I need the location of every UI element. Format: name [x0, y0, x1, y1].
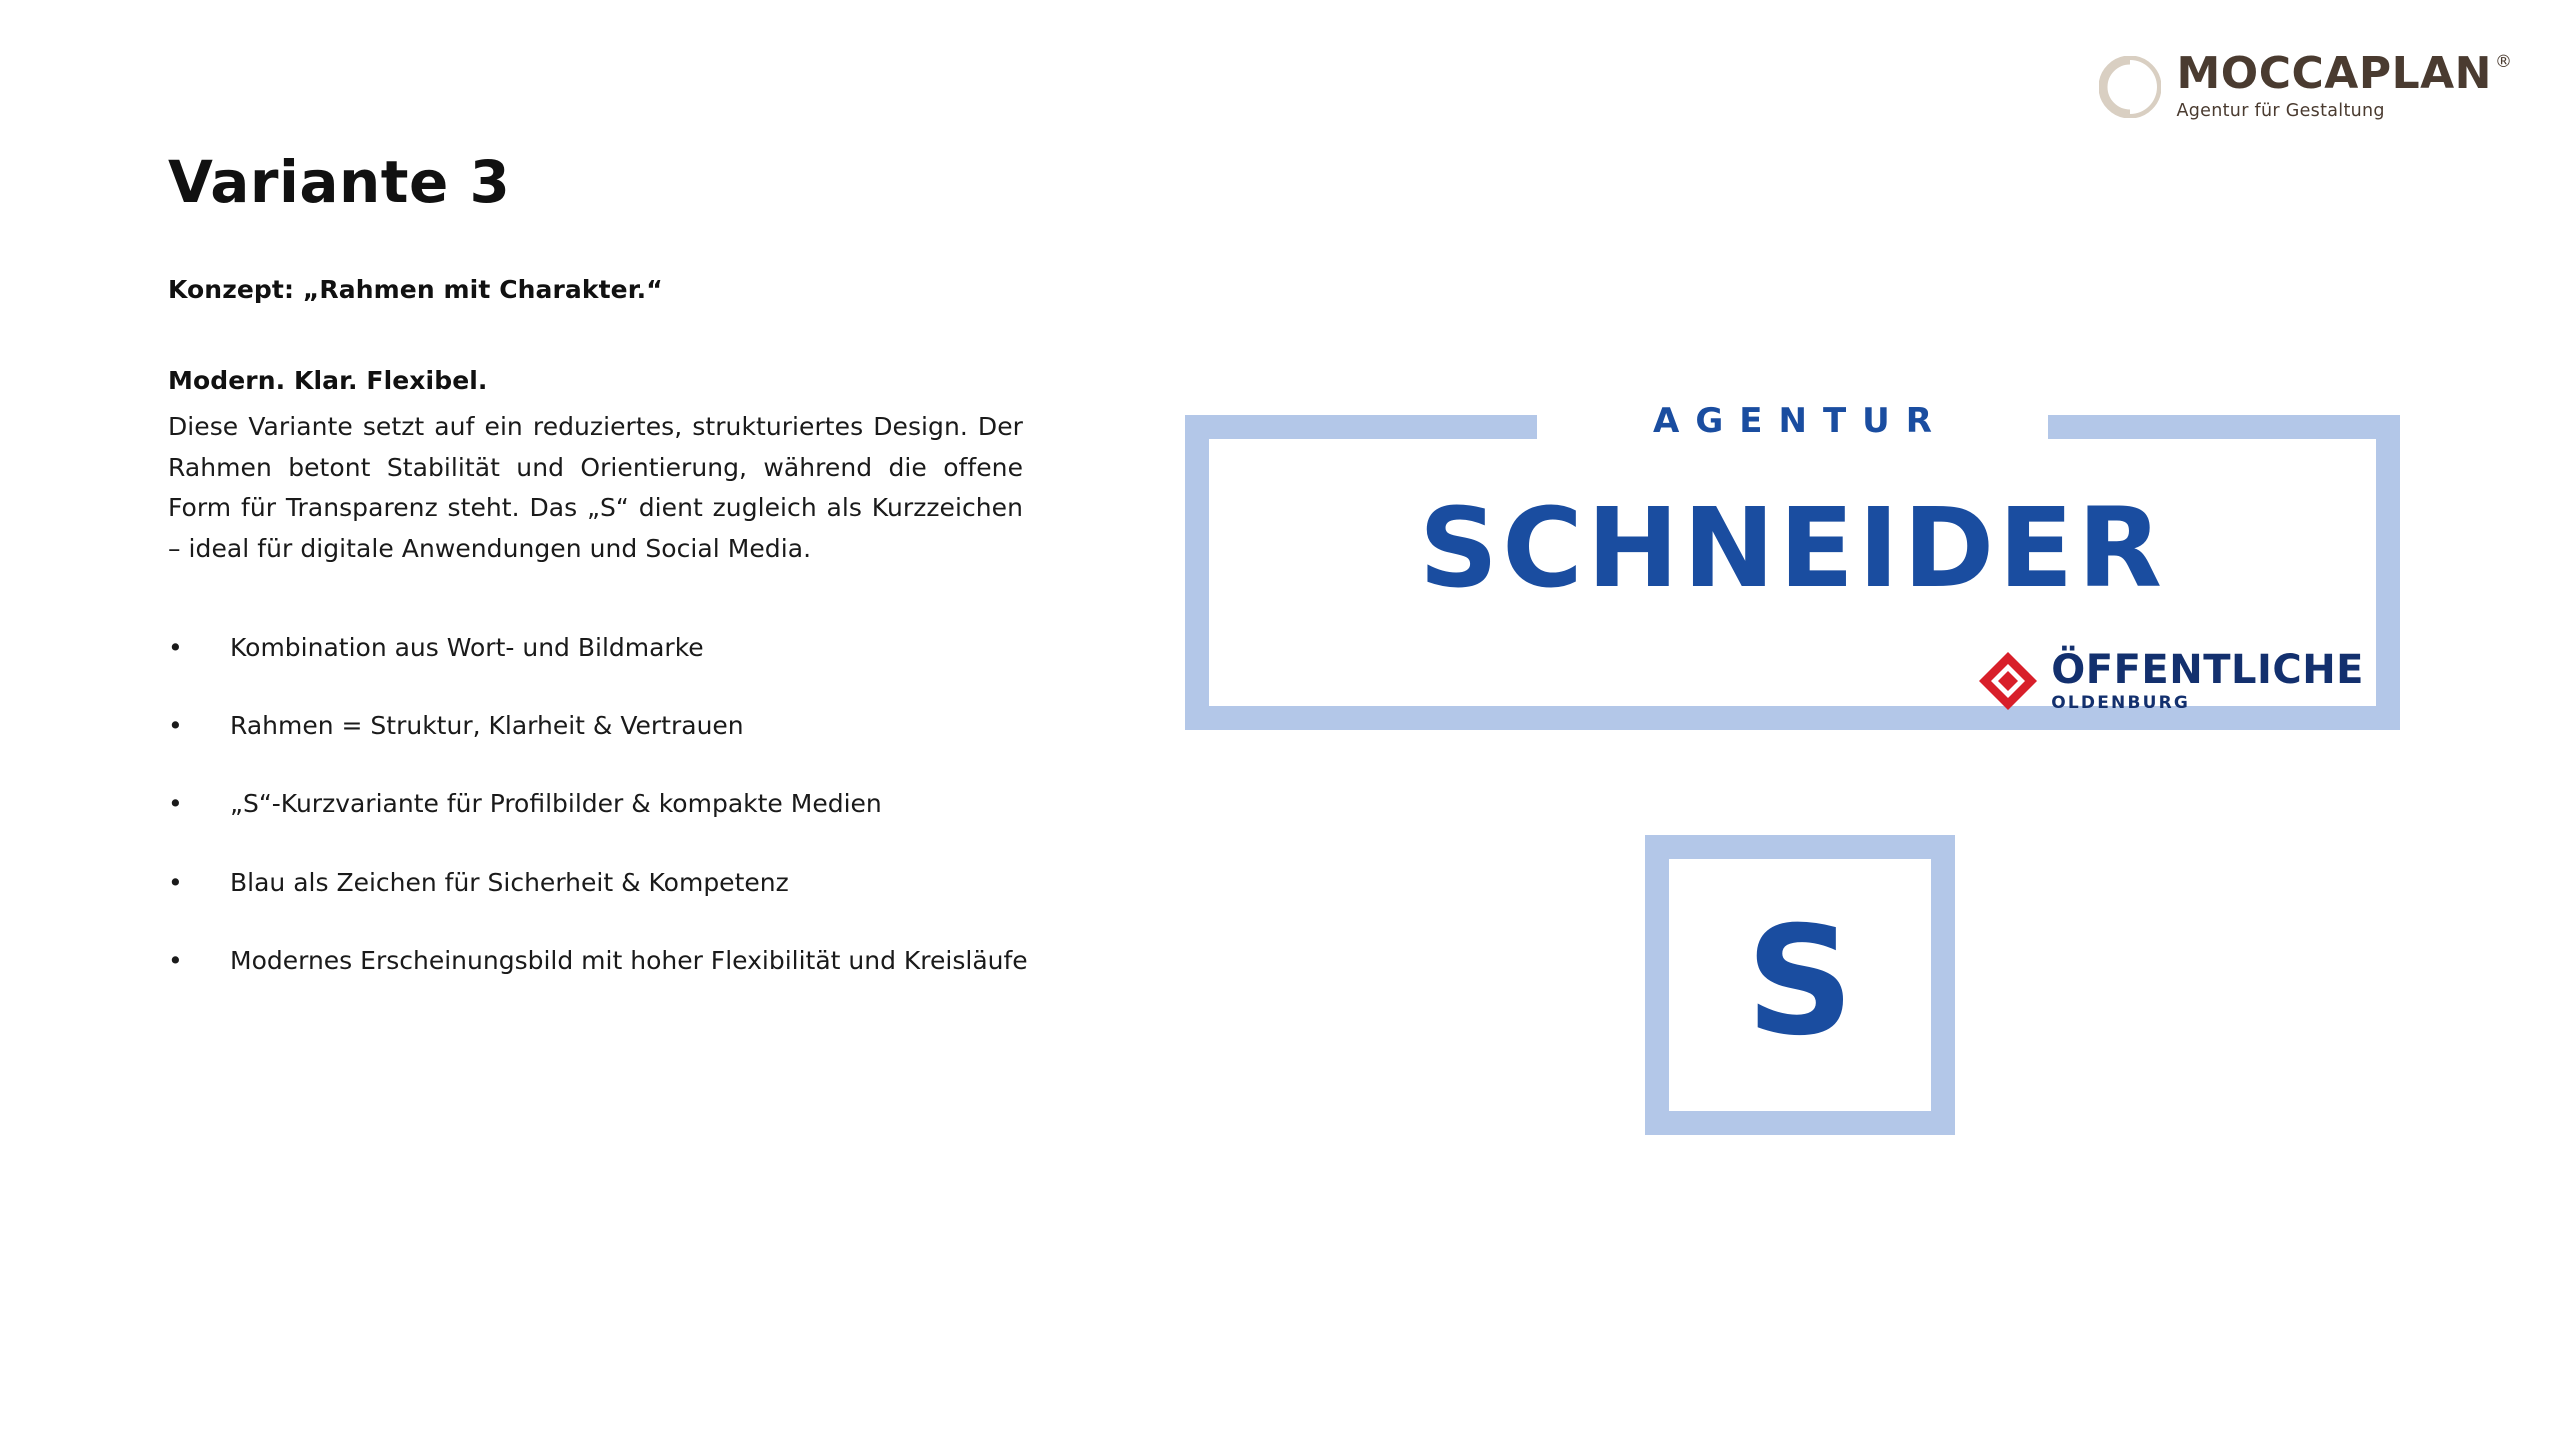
moccaplan-c-mark-icon — [2099, 56, 2161, 118]
oeffentliche-text-block — [2051, 647, 2364, 713]
list-item-label: Blau als Zeichen für Sicherheit & Kompetenz — [230, 867, 789, 897]
concept-line: Konzept: „Rahmen mit Charakter.“ — [168, 274, 663, 304]
oeffentliche-name: ÖFFENTLICHE — [2051, 647, 2364, 693]
logo-artboard — [1185, 401, 2425, 1069]
bullet-marker-icon: • — [168, 945, 183, 975]
list-item — [168, 865, 1058, 901]
oeffentliche-location: OLDENBURG — [2051, 693, 2191, 713]
oeffentliche-sub-brand — [1977, 647, 2364, 713]
bullet-marker-icon: • — [168, 711, 183, 741]
list-item — [168, 630, 1058, 666]
frame-top-right-bar — [2048, 415, 2400, 439]
logo-agentur-word: AGENTUR — [1653, 401, 1948, 441]
brand-name-row — [2176, 48, 2513, 99]
list-item — [168, 786, 1058, 822]
registered-mark: ® — [2495, 52, 2512, 72]
short-mark-letter: S — [1745, 895, 1855, 1069]
lead-line: Modern. Klar. Flexibel. — [168, 365, 488, 395]
description-paragraph: Diese Variante setzt auf ein reduziertes, strukturiertes Design. Der Rahmen betont Stabilität und Orientierung, während die offene Form für Transparenz steht. Das „S“ dient zugleich als Kurzzeichen – ideal für digitale Anwendungen und Social Media. — [168, 411, 1023, 564]
oeffentliche-diamond-icon — [1977, 650, 2039, 712]
content-column — [168, 148, 1058, 979]
short-mark-badge — [1645, 835, 1955, 1135]
brand-tagline: Agentur für Gestaltung — [2176, 101, 2385, 121]
list-item — [168, 708, 1058, 744]
list-item-label: Rahmen = Struktur, Klarheit & Vertrauen — [230, 711, 744, 741]
bullet-marker-icon: • — [168, 867, 183, 897]
list-item — [168, 943, 1058, 979]
list-item-label: „S“-Kurzvariante für Profilbilder & kompakte Medien — [230, 789, 882, 819]
page-title: Variante 3 — [168, 148, 511, 216]
bullet-marker-icon: • — [168, 789, 183, 819]
list-item-label: Kombination aus Wort- und Bildmarke — [230, 632, 704, 662]
moccaplan-brand-lockup — [2099, 48, 2513, 121]
primary-logo-lockup — [1185, 401, 2400, 730]
list-item-label: Modernes Erscheinungsbild mit hoher Flexibilität und Kreisläufe — [230, 945, 1028, 975]
brand-name: MOCCAPLAN — [2176, 48, 2492, 99]
frame-top-left-bar — [1185, 415, 1537, 439]
logo-main-word: SCHNEIDER — [1418, 484, 2167, 612]
feature-list — [168, 630, 1058, 979]
brand-text-block — [2176, 48, 2513, 121]
bullet-marker-icon: • — [168, 632, 183, 662]
